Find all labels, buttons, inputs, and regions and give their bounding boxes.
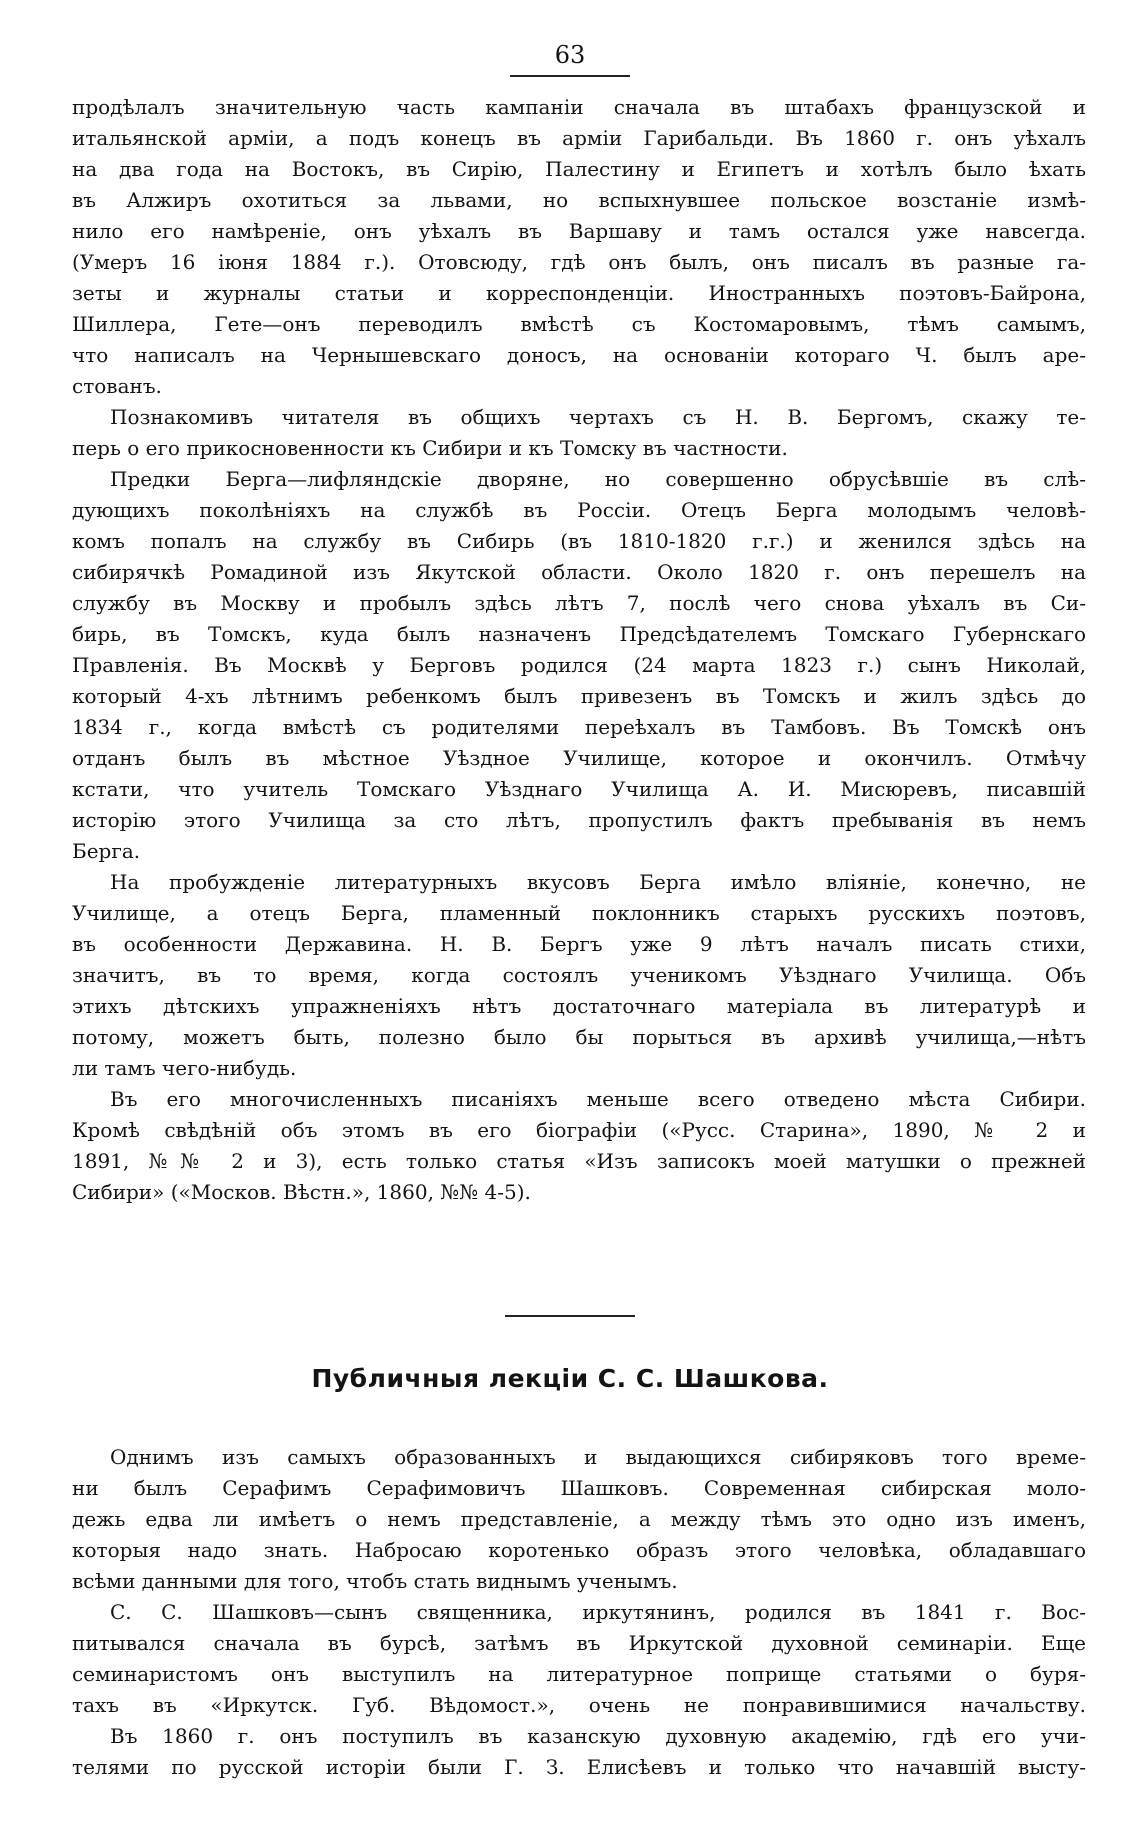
- text-line: Училище, а отецъ Берга, пламенный поклонникъ старыхъ русскихъ поэтовъ,: [72, 901, 1086, 925]
- text-line: Кромѣ свѣдѣній объ этомъ въ его біографіи («Русс. Старина», 1890, № 2 и: [72, 1118, 1086, 1142]
- text-line: Правленія. Въ Москвѣ у Берговъ родился (24 марта 1823 г.) сынъ Николай,: [72, 653, 1086, 677]
- text-line: въ Алжиръ охотиться за львами, но вспыхнувшее польское возстаніе измѣ-: [72, 188, 1086, 212]
- text-line: перь о его прикосновенности къ Сибири и къ Томску въ частности.: [72, 436, 788, 460]
- page-number-rule: [510, 75, 630, 77]
- text-line: кстати, что учитель Томскаго Уѣзднаго Училища А. И. Мисюревъ, писавшій: [72, 777, 1086, 801]
- text-line: стованъ.: [72, 374, 162, 398]
- text-line: ли тамъ чего-нибудь.: [72, 1056, 297, 1080]
- text-line: въ особенности Державина. Н. В. Бергъ уже 9 лѣтъ началъ писать стихи,: [72, 932, 1086, 956]
- text-line: сибирячкѣ Ромадиной изъ Якутской области. Около 1820 г. онъ перешелъ на: [72, 560, 1086, 584]
- text-line: (Умеръ 16 іюня 1884 г.). Отовсюду, гдѣ онъ былъ, онъ писалъ въ разные га-: [72, 250, 1086, 274]
- text-line: Берга.: [72, 839, 141, 863]
- text-line: потому, можетъ быть, полезно было бы порыться въ архивѣ училища,—нѣтъ: [72, 1025, 1086, 1049]
- text-line: Предки Берга—лифляндскіе дворяне, но совершенно обрусѣвшіе въ слѣ-: [110, 467, 1086, 491]
- text-line: на два года на Востокъ, въ Сирію, Палестину и Египетъ и хотѣлъ было ѣхать: [72, 157, 1086, 181]
- text-line: С. С. Шашковъ—сынъ священника, иркутянинъ, родился въ 1841 г. Вос-: [110, 1600, 1086, 1624]
- text-line: Въ его многочисленныхъ писаніяхъ меньше всего отведено мѣста Сибири.: [110, 1087, 1086, 1111]
- text-line: комъ попалъ на службу въ Сибирь (въ 1810-1820 г.г.) и женился здѣсь на: [72, 529, 1086, 553]
- text-line: всѣми данными для того, чтобъ стать виднымъ ученымъ.: [72, 1569, 678, 1593]
- text-line: телями по русской исторіи были Г. З. Елисѣевъ и только что начавшій высту-: [72, 1755, 1086, 1779]
- text-line: бирь, въ Томскъ, куда былъ назначенъ Предсѣдателемъ Томскаго Губернскаго: [72, 622, 1086, 646]
- text-line: продѣлалъ значительную часть кампаніи сначала въ штабахъ французской и: [72, 95, 1086, 119]
- text-line: зеты и журналы статьи и корреспонденціи. Иностранныхъ поэтовъ-Байрона,: [72, 281, 1086, 305]
- text-line: исторію этого Училища за сто лѣтъ, пропустилъ фактъ пребыванія въ немъ: [72, 808, 1086, 832]
- text-line: семинаристомъ онъ выступилъ на литературное поприще статьями о буря-: [72, 1662, 1086, 1686]
- text-line: На пробужденіе литературныхъ вкусовъ Берга имѣло вліяніе, конечно, не: [110, 870, 1086, 894]
- text-line: Сибири» («Москов. Вѣстн.», 1860, №№ 4-5).: [72, 1180, 531, 1204]
- text-line: 1834 г., когда вмѣстѣ съ родителями переѣхалъ въ Тамбовъ. Въ Томскѣ онъ: [72, 715, 1086, 739]
- text-line: ни былъ Серафимъ Серафимовичъ Шашковъ. Современная сибирская моло-: [72, 1476, 1086, 1500]
- text-line: дежь едва ли имѣетъ о немъ представленіе, а между тѣмъ это одно изъ именъ,: [72, 1507, 1086, 1531]
- text-line: Однимъ изъ самыхъ образованныхъ и выдающихся сибиряковъ того време-: [110, 1445, 1086, 1469]
- text-line: Шиллера, Гете—онъ переводилъ вмѣстѣ съ Костомаровымъ, тѣмъ самымъ,: [72, 312, 1086, 336]
- text-line: которыя надо знать. Набросаю коротенько образъ этого человѣка, обладавшаго: [72, 1538, 1086, 1562]
- text-line: отданъ былъ въ мѣстное Уѣздное Училище, которое и окончилъ. Отмѣчу: [72, 746, 1086, 770]
- text-line: итальянской арміи, а подъ конецъ въ арміи Гарибальди. Въ 1860 г. онъ уѣхалъ: [72, 126, 1086, 150]
- text-line: что написалъ на Чернышевскаго доносъ, на основаніи котораго Ч. былъ аре-: [72, 343, 1086, 367]
- text-line: дующихъ поколѣніяхъ на службѣ въ Россіи. Отецъ Берга молодымъ человѣ-: [72, 498, 1086, 522]
- text-line: Въ 1860 г. онъ поступилъ въ казанскую духовную академію, гдѣ его учи-: [110, 1724, 1086, 1748]
- section-divider: [505, 1315, 635, 1317]
- text-line: значитъ, въ то время, когда состоялъ ученикомъ Уѣзднаго Училища. Объ: [72, 963, 1086, 987]
- text-line: нило его намѣреніе, онъ уѣхалъ въ Варшаву и тамъ остался уже навсегда.: [72, 219, 1086, 243]
- text-line: который 4-хъ лѣтнимъ ребенкомъ былъ привезенъ въ Томскъ и жилъ здѣсь до: [72, 684, 1086, 708]
- text-line: питывался сначала въ бурсѣ, затѣмъ въ Иркутской духовной семинаріи. Еще: [72, 1631, 1086, 1655]
- text-line: этихъ дѣтскихъ упражненіяхъ нѣтъ достаточнаго матеріала въ литературѣ и: [72, 994, 1086, 1018]
- section-heading: Публичныя лекціи С. С. Шашкова.: [311, 1364, 829, 1393]
- text-line: тахъ въ «Иркутск. Губ. Вѣдомост.», очень не понравившимися начальству.: [72, 1693, 1086, 1717]
- page-number: 63: [554, 41, 586, 69]
- section-body-shashkov: [72, 1442, 1086, 1783]
- text-line: Познакомивъ читателя въ общихъ чертахъ съ Н. В. Бергомъ, скажу те-: [110, 405, 1086, 429]
- text-line: 1891, №№ 2 и 3), есть только статья «Изъ записокъ моей матушки о прежней: [72, 1149, 1086, 1173]
- text-line: службу въ Москву и пробылъ здѣсь лѣтъ 7, послѣ чего снова уѣхалъ въ Си-: [72, 591, 1086, 615]
- section-body-berg: [72, 92, 1086, 1208]
